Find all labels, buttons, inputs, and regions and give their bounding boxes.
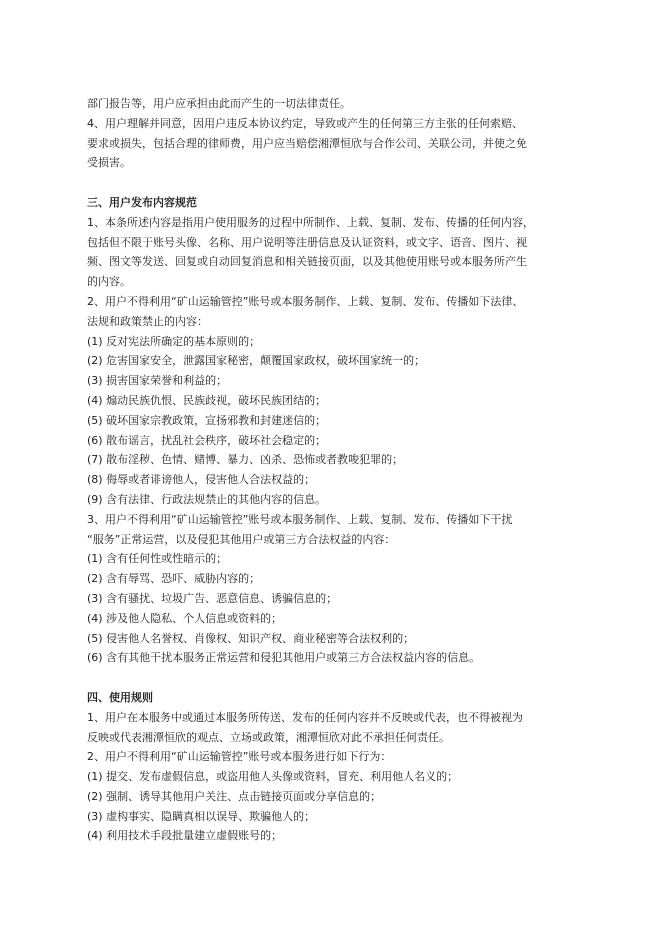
paragraph-line: 包括但不限于账号头像、名称、用户说明等注册信息及认证资料，或文字、语音、图片、视 (87, 235, 527, 249)
section-gap (87, 173, 569, 193)
paragraph-line: 要求或损失，包括合理的律师费，用户应当赔偿湘潭恒欣与合作公司、关联公司，并使之免 (87, 136, 527, 150)
list-item: (8) 侮辱或者诽谤他人，侵害他人合法权益的； (87, 473, 316, 487)
list-item: (4) 涉及他人隐私、个人信息或资料的； (87, 611, 283, 625)
paragraph-line: 反映或代表湘潭恒欣的观点、立场或政策，湘潭恒欣对此不承担任何责任。 (87, 730, 450, 744)
section-4-heading: 四、使用规则 (87, 690, 153, 704)
list-item: (2) 危害国家安全，泄露国家秘密，颠覆国家政权，破坏国家统一的； (87, 354, 426, 368)
paragraph-line: 受损害。 (87, 156, 131, 170)
paragraph-line: 的内容。 (87, 275, 131, 289)
list-item: (1) 含有任何性或性暗示的； (87, 552, 228, 566)
paragraph-line: 4、用户理解并同意，因用户违反本协议约定，导致或产生的任何第三方主张的任何索赔、 (87, 116, 523, 130)
paragraph-line: 1、本条所述内容是指用户使用服务的过程中所制作、上载、复制、发布、传播的任何内容， (87, 215, 534, 229)
section-gap (87, 668, 569, 688)
list-item: (6) 散布谣言，扰乱社会秩序，破坏社会稳定的； (87, 433, 327, 447)
list-item: (3) 损害国家荣誉和利益的； (87, 374, 228, 388)
list-item: (5) 侵害他人名誉权、肖像权、知识产权、商业秘密等合法权利的； (87, 631, 415, 645)
list-item: (2) 含有辱骂、恐吓、威胁内容的； (87, 572, 261, 586)
list-item: (3) 含有骚扰、垃圾广告、恶意信息、诱骗信息的； (87, 591, 338, 605)
list-item: (6) 含有其他干扰本服务正常运营和侵犯其他用户或第三方合法权益内容的信息。 (87, 651, 481, 665)
list-item: (4) 煽动民族仇恨、民族歧视，破坏民族团结的； (87, 393, 327, 407)
paragraph-line: 2、用户不得利用“矿山运输管控”账号或本服务制作、上载、复制、发布、传播如下法律、 (87, 294, 524, 308)
paragraph-line: 法规和政策禁止的内容： (87, 314, 208, 328)
list-item: (2) 强制、诱导其他用户关注、点击链接页面或分享信息的； (87, 789, 382, 803)
section-3-heading: 三、用户发布内容规范 (87, 195, 197, 209)
paragraph-line: 频、图文等发送、回复或自动回复消息和相关链接页面，以及其他使用账号或本服务所产生 (87, 255, 527, 269)
list-item: (9) 含有法律、行政法规禁止的其他内容的信息。 (87, 492, 327, 506)
list-item: (1) 提交、发布虚假信息，或盗用他人头像或资料，冒充、利用他人名义的； (87, 770, 459, 784)
paragraph-line: “服务”正常运营，以及侵犯其他用户或第三方合法权益的内容： (87, 532, 396, 546)
document-page (87, 94, 569, 846)
list-item: (4) 利用技术手段批量建立虚假账号的； (87, 829, 283, 843)
paragraph-line: 3、用户不得利用“矿山运输管控”账号或本服务制作、上载、复制、发布、传播如下干扰 (87, 512, 513, 526)
list-item: (1) 反对宪法所确定的基本原则的； (87, 334, 261, 348)
list-item: (7) 散布淫秽、色情、赌博、暴力、凶杀、恐怖或者教唆犯罪的； (87, 453, 404, 467)
list-item: (5) 破坏国家宗教政策，宣扬邪教和封建迷信的； (87, 413, 327, 427)
list-item: (3) 虚构事实、隐瞒真相以误导、欺骗他人的； (87, 809, 316, 823)
paragraph-line: 部门报告等，用户应承担由此而产生的一切法律责任。 (87, 97, 351, 110)
paragraph-line: 1、用户在本服务中或通过本服务所传送、发布的任何内容并不反映或代表，也不得被视为 (87, 710, 523, 724)
paragraph-line: 2、用户不得利用“矿山运输管控”账号或本服务进行如下行为： (87, 750, 392, 764)
